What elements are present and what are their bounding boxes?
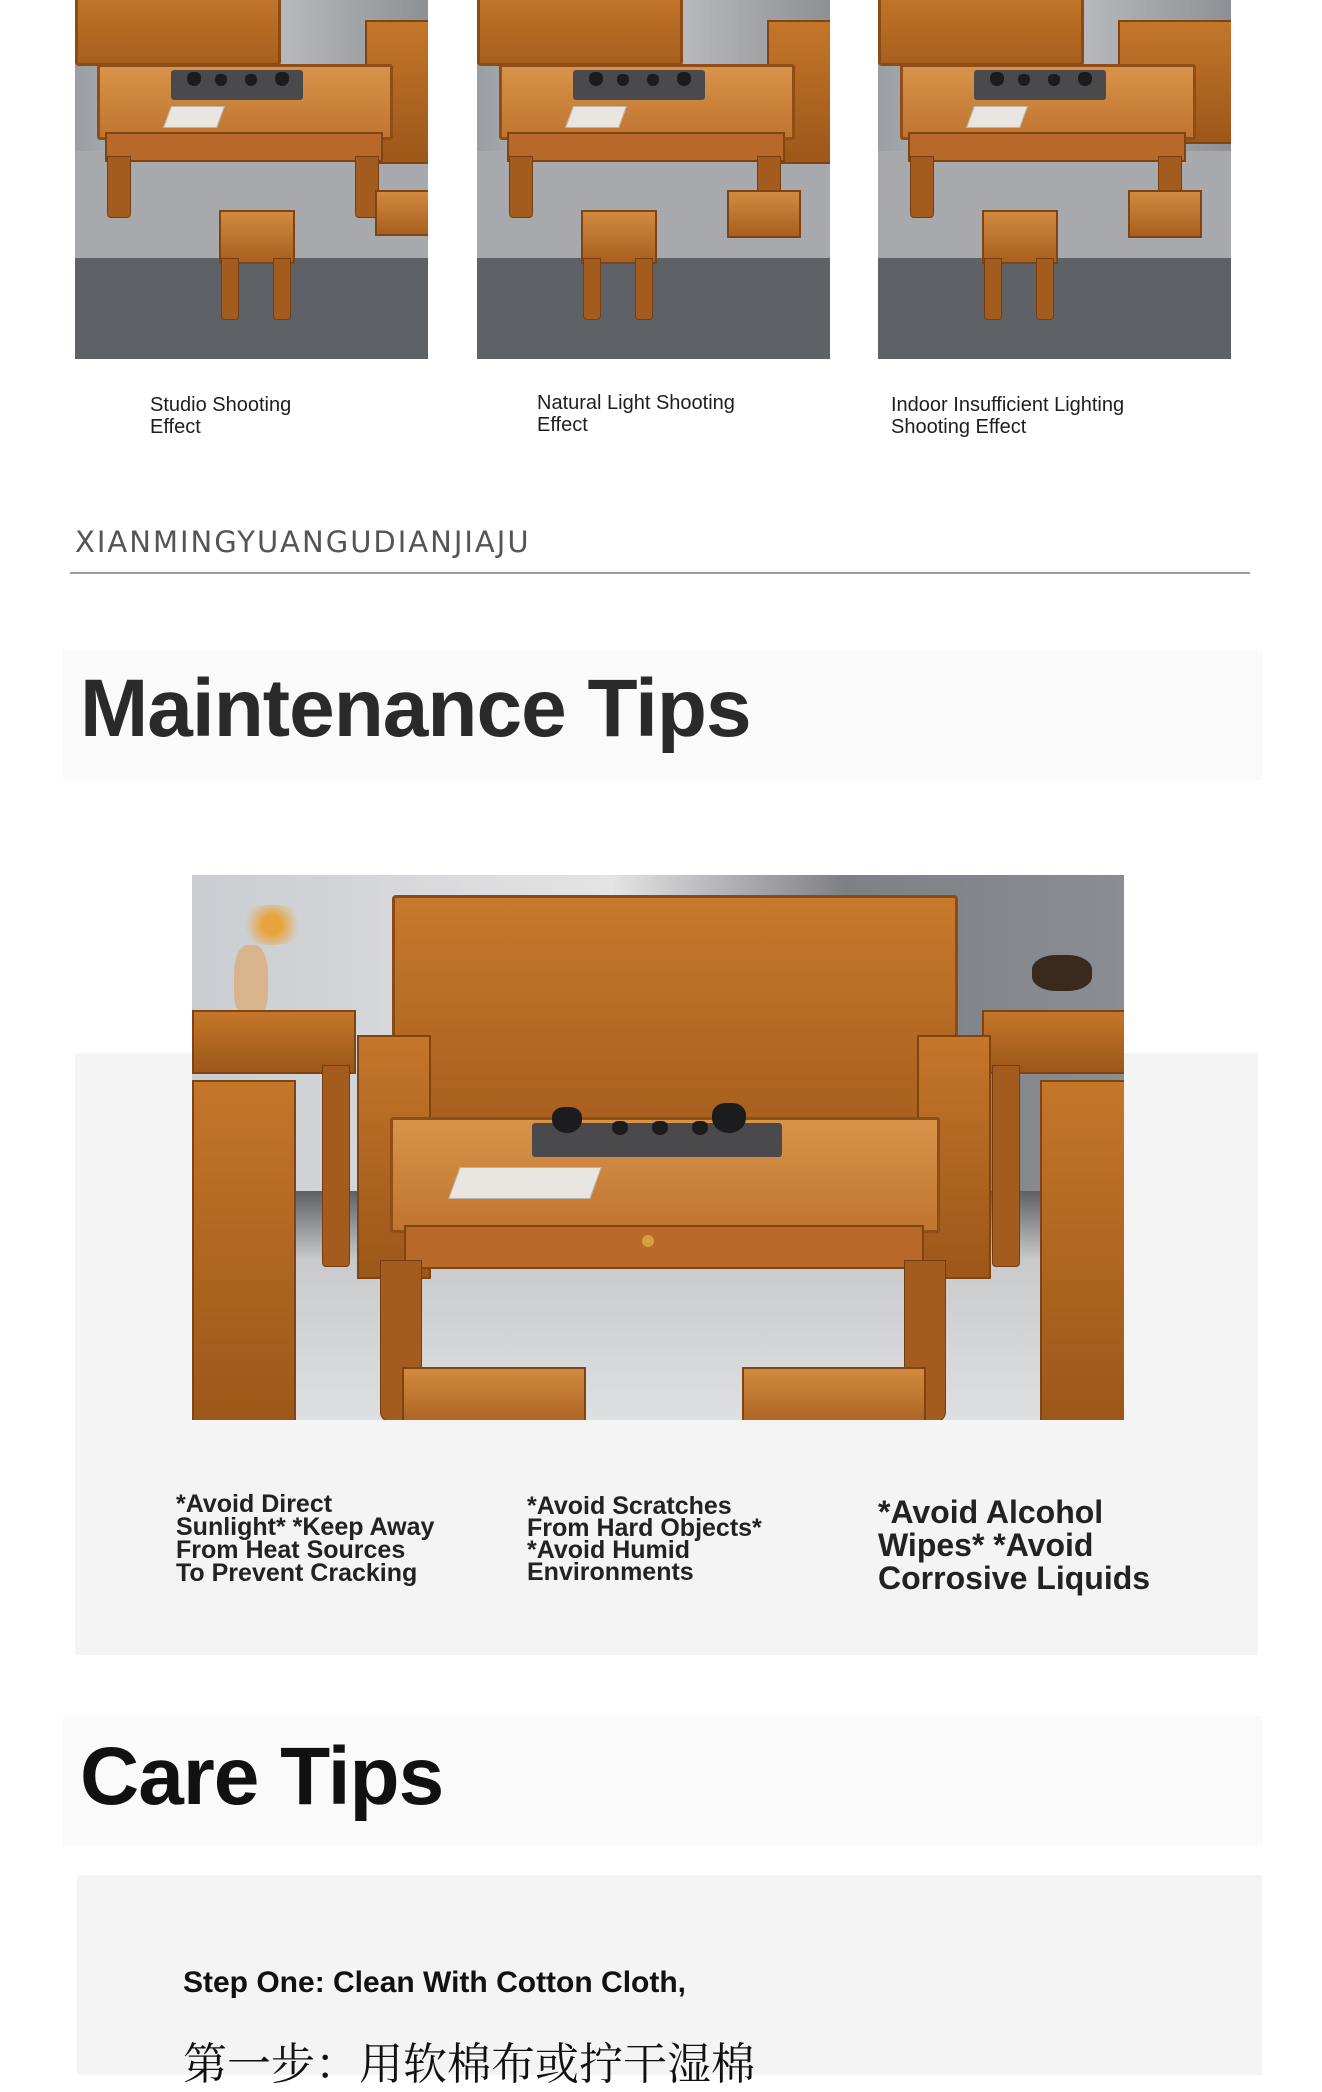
gallery-photo-natural-light — [477, 0, 830, 359]
maintenance-photo — [192, 875, 1124, 1420]
tip-line: Environments — [527, 1558, 694, 1586]
caption-line: Natural Light Shooting — [537, 392, 735, 414]
brand-divider — [70, 572, 1250, 574]
caption-line: Shooting Effect — [891, 416, 1027, 438]
tip-line: From Hard Objects* — [527, 1514, 762, 1542]
tip-line: Corrosive Liquids — [878, 1560, 1151, 1596]
tip-sunlight — [176, 1490, 435, 1587]
care-title: Care Tips — [80, 1731, 444, 1822]
brand-name: XIANMINGYUANGUDIANJIAJU — [75, 525, 531, 559]
caption-natural-light — [537, 392, 797, 436]
tip-line: From Heat Sources — [176, 1536, 406, 1564]
care-step-one-cn: 第一步：用软棉布或拧干湿棉 — [183, 2040, 755, 2089]
gallery-photo-studio — [75, 0, 428, 359]
caption-line: Studio Shooting — [150, 394, 292, 416]
tip-line: *Avoid Alcohol — [878, 1494, 1104, 1530]
tip-line: *Avoid Scratches — [527, 1492, 732, 1520]
maintenance-title: Maintenance Tips — [80, 663, 751, 754]
tip-alcohol — [878, 1496, 1150, 1595]
caption-studio — [150, 394, 370, 438]
caption-line: Effect — [150, 416, 201, 438]
care-step-one: Step One: Clean With Cotton Cloth, — [183, 1966, 687, 1999]
gallery-photo-indoor-low-light — [878, 0, 1231, 359]
tip-line: *Avoid Humid — [527, 1536, 690, 1564]
tip-line: Sunlight* *Keep Away — [176, 1513, 435, 1541]
tip-line: *Avoid Direct — [176, 1490, 333, 1518]
tip-line: To Prevent Cracking — [176, 1559, 418, 1587]
caption-indoor-low-light — [891, 394, 1191, 438]
tip-line: Wipes* *Avoid — [878, 1527, 1094, 1563]
caption-line: Effect — [537, 414, 588, 436]
tip-scratches — [527, 1492, 762, 1586]
caption-line: Indoor Insufficient Lighting — [891, 394, 1125, 416]
